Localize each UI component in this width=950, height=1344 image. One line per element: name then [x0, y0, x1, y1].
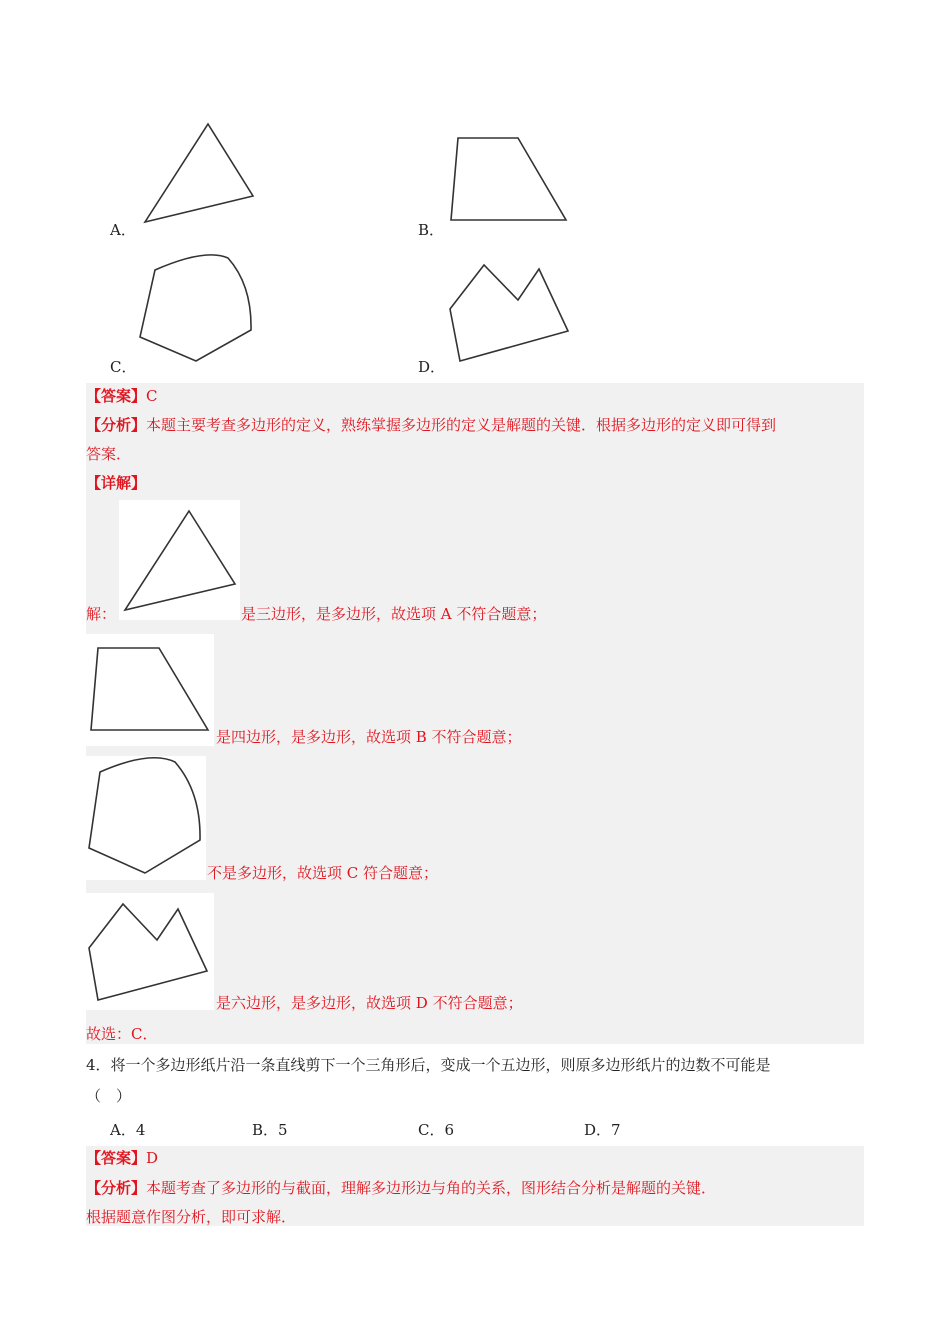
q4-option-a: A．4: [110, 1121, 146, 1139]
q4-answer-value: D: [146, 1149, 159, 1167]
analysis-tag: 【分析】: [86, 416, 147, 434]
option-d-label: D．: [418, 358, 446, 376]
detail-figure-a-box: [119, 500, 240, 620]
q4-analysis-line-2: 根据题意作图分析，即可求解．: [86, 1208, 297, 1226]
q4-answer-line: [86, 1148, 158, 1168]
detail-quadrilateral-figure: [86, 634, 214, 746]
detail-curved-figure: [86, 756, 206, 880]
detail-tag: 【详解】: [86, 474, 147, 492]
q4-stem-line-2: （ ）: [86, 1087, 132, 1105]
answer-value: C: [146, 387, 158, 405]
detail-figure-b-box: [86, 634, 214, 746]
q4-stem-line-1: 4．将一个多边形纸片沿一条直线剪下一个三角形后，变成一个五边形，则原多边形纸片的边数不可能是: [86, 1056, 771, 1074]
q4-analysis-tag: 【分析】: [86, 1179, 147, 1197]
q3-conclusion: 故选：C．: [86, 1025, 158, 1043]
q3-analysis-line-1: [86, 415, 776, 435]
q4-analysis-text-1: 本题考查了多边形的与截面，理解多边形边与角的关系，图形结合分析是解题的关键．: [146, 1179, 717, 1197]
solution-prefix: 解：: [86, 605, 117, 623]
analysis-text-1: 本题主要考查多边形的定义，熟练掌握多边形的定义是解题的关键．根据多边形的定义即可得到: [146, 416, 777, 434]
option-a-label: A．: [110, 221, 136, 239]
q3-answer-line: [86, 386, 158, 406]
option-b-label: B．: [418, 221, 445, 239]
q4-analysis-line-1: [86, 1178, 716, 1198]
detail-item-a: 是三边形，是多边形，故选项 A 不符合题意；: [241, 605, 547, 623]
detail-figure-c-box: [86, 756, 206, 880]
option-c-label: C．: [110, 358, 137, 376]
detail-triangle-figure: [119, 500, 240, 620]
detail-hexagon-figure: [86, 893, 214, 1010]
detail-item-b: 是四边形，是多边形，故选项 B 不符合题意；: [216, 728, 522, 746]
detail-item-d: 是六边形，是多边形，故选项 D 不符合题意；: [216, 994, 523, 1012]
q4-option-c: C．6: [418, 1121, 455, 1139]
q4-answer-tag: 【答案】: [86, 1149, 147, 1167]
detail-figure-d-box: [86, 893, 214, 1010]
answer-tag: 【答案】: [86, 387, 147, 405]
q4-option-d: D．7: [584, 1121, 621, 1139]
q3-analysis-line-2: 答案．: [86, 445, 132, 463]
q4-option-b: B．5: [252, 1121, 288, 1139]
detail-item-c: 不是多边形，故选项 C 符合题意；: [207, 864, 439, 882]
